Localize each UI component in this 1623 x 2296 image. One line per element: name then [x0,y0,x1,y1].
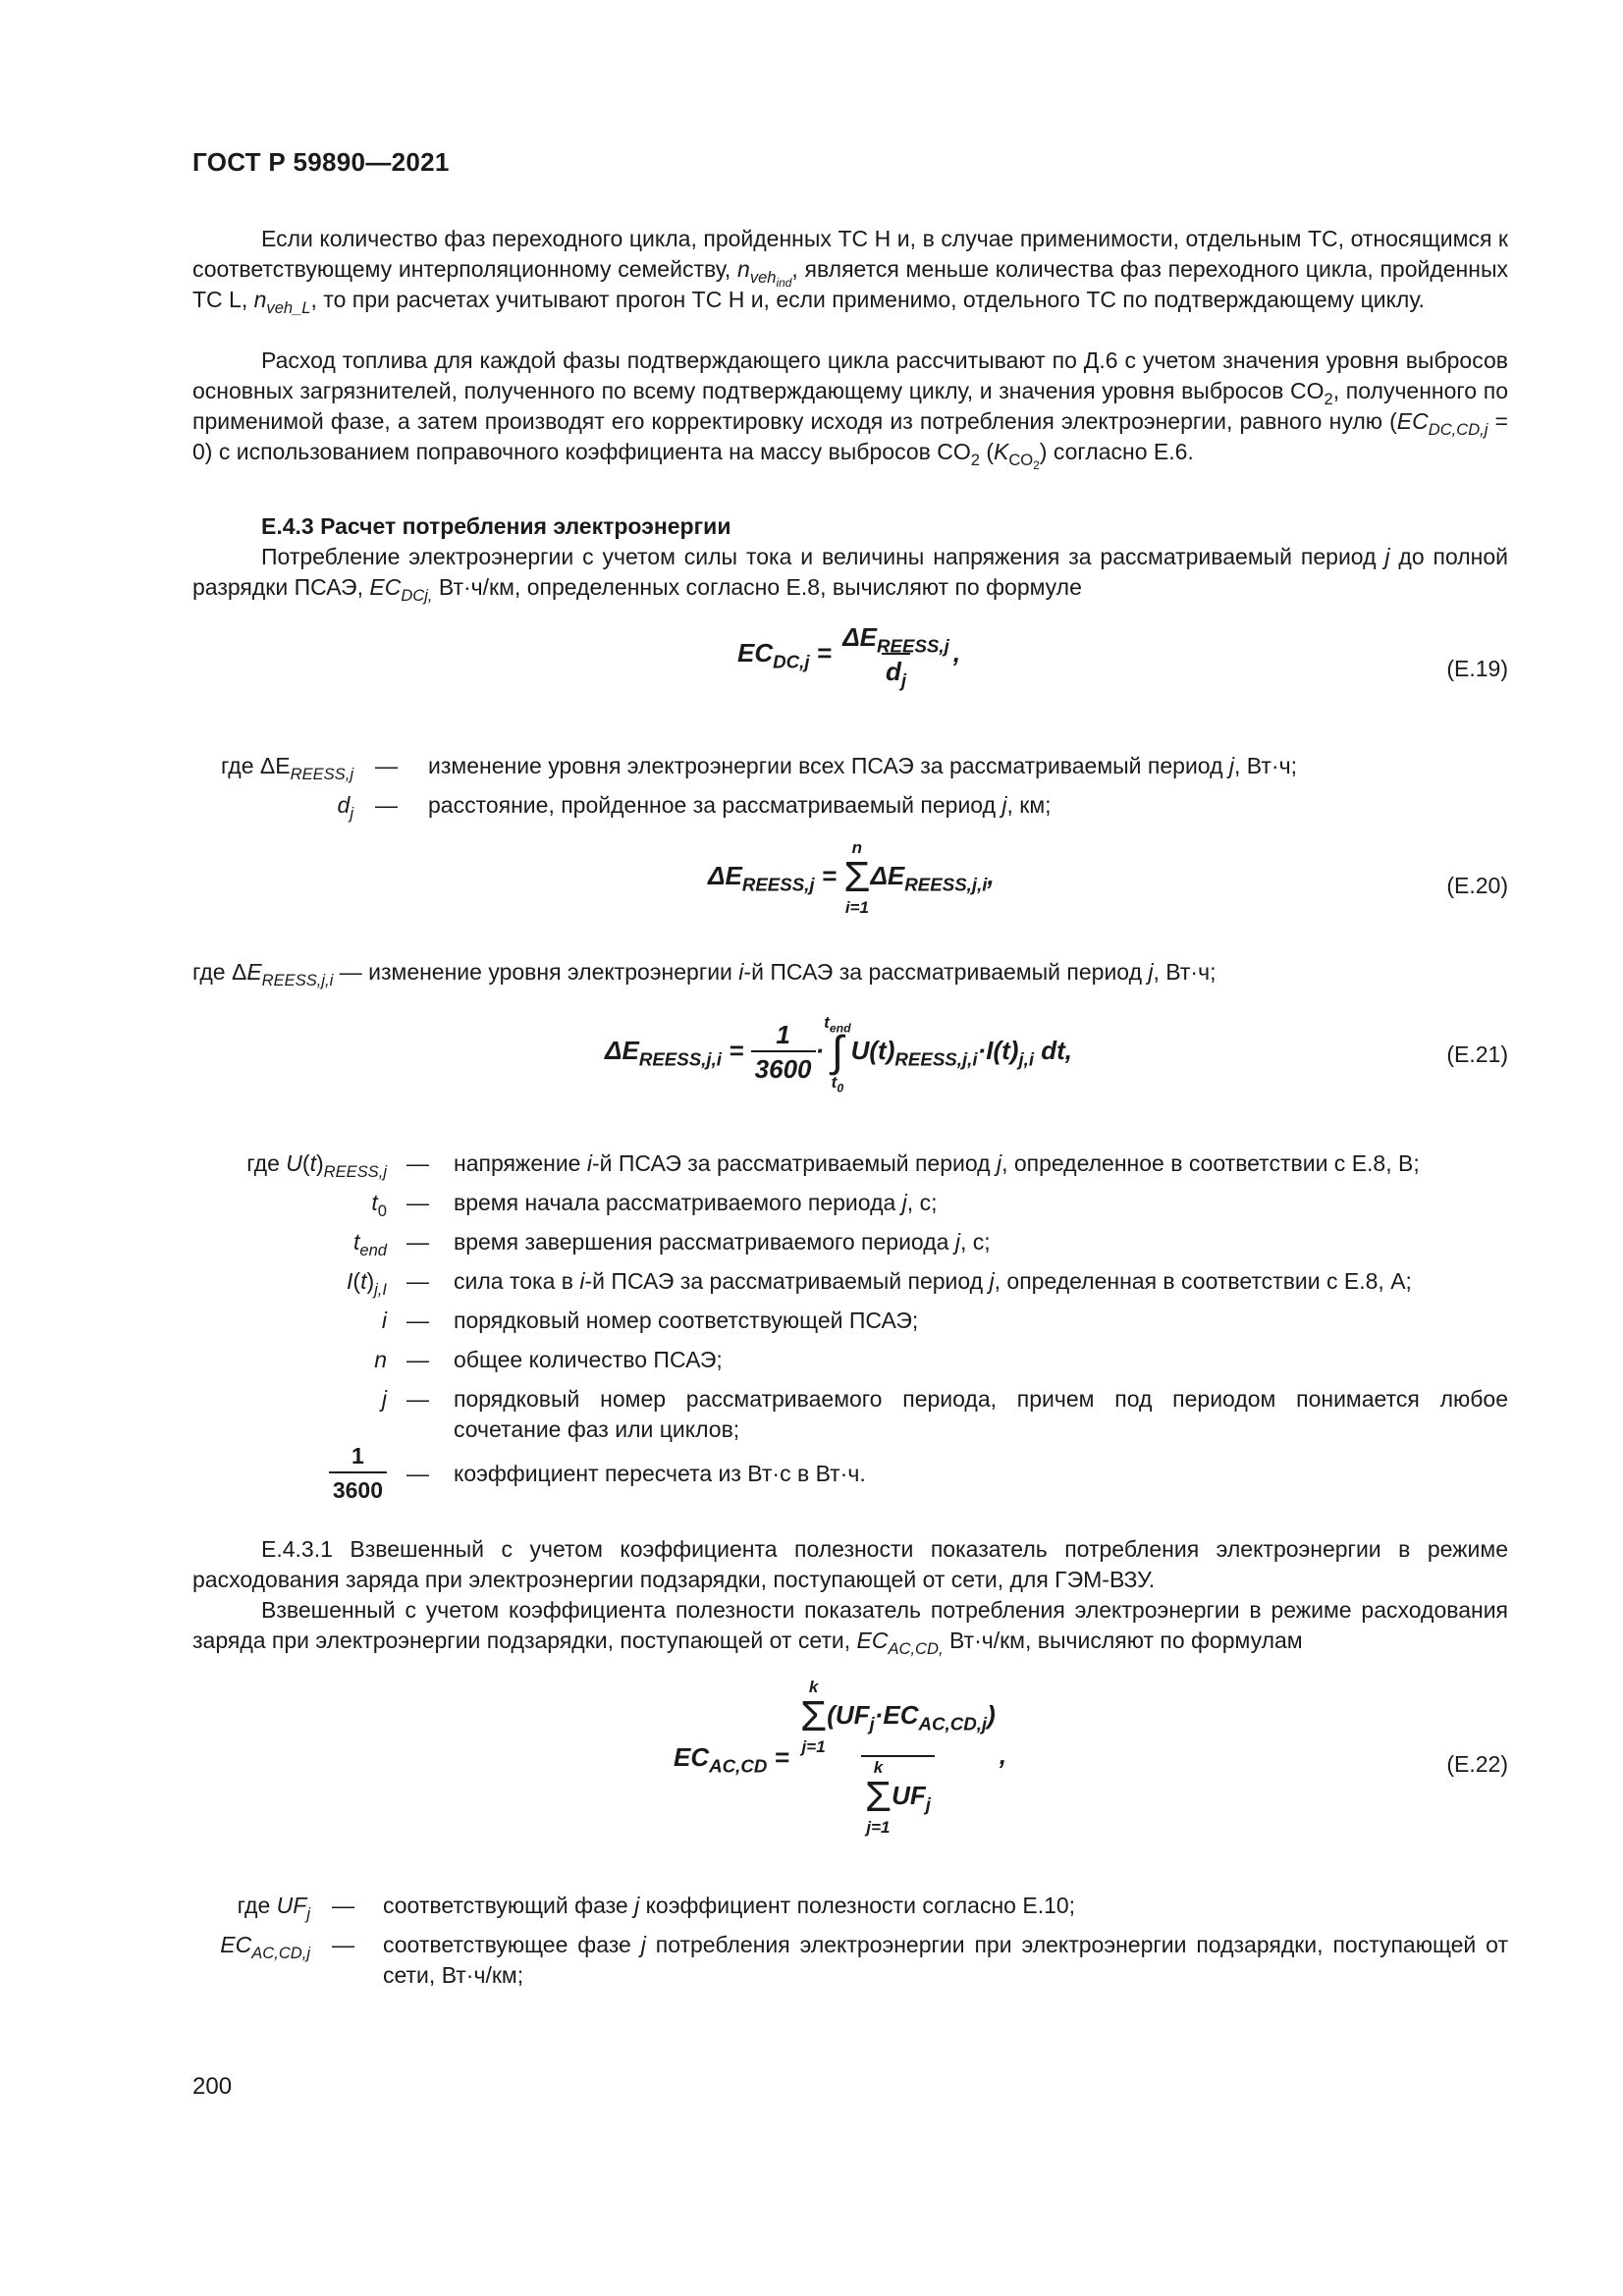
document-page: ГОСТ Р 59890—2021 Если количество фаз переходного цикла, пройденных ТС H и, в случае применимости, отдельным ТС, относящимся к соответствующему интерполяционному семейству, $n_{veh_{ind}}$, является меньше количества фаз переходного цикла, пройденных ТС L, $n_{veh\_L}$, то при расчетах учитывают прогон ТС H и, если применимо, отдельного ТС по подтверждающему циклу. Расход топлива для каждой фазы подтверждающего цикла рассчитывают по Д.6 с учетом значения уровня выбросов основных загрязнителей, полученного по всему подтверждающему циклу, и значения уровня выбросов $CO_2$, полученного по применимой фазе, а затем производят его корректировку исходя из потребления электроэнергии, равного нулю $(EC_{DC,CD,j} = 0)$ с использованием поправочного коэффициента на массу выбросов $CO_2$ $(K_{CO_2})$ согласно Е.6. Е.4.3 Расчет потребления электроэнергии Потребление электроэнергии с учетом силы тока и величины напряжения за рассматриваемый период j до полной разрядки ПСАЭ, $EC_{DCj,}$ Вт·ч/км, определенных согласно Е.8, вычисляют по формуле $EC_{DC,j}$ = $\frac{\Delta E_{REESS,j}}{d_j}$ , (Е.19) где $\Delta E_{REESS,j}$ — изменение уровня электроэнергии всех ПСАЭ за рассматриваемый период j, Вт·ч; $d_j$ — расстояние, пройденное за рассматриваемый период j, км; $\Delta E_{REESS,j}$ = n Σ i=1 $\Delta E_{REESS,j,i}$, (Е.20) где $\Delta E_{REESS,j,i}$ — изменение уровня электроэнергии i-й ПСАЭ за рассматриваемый период j, Вт·ч; $\Delta E_{REESS,j,i}$ = $\frac{1}{3600}$ · $t_{end}$ ∫ $t_0$ $U(t)_{REESS,j,i}\cdot I(t)_{j,i}$ dt, (Е.21) где $U(t)_{REESS,j}$ — напряжение i-й ПСАЭ за рассматриваемый период j, определенное в соответствии с Е.8, В; $t_0$ — время начала рассматриваемого периода j, с; $t_{end}$ — время завершения рассматриваемого периода j, с; $I(t)_{j,I}$ — сила тока в i-й ПСАЭ за рассматриваемый период j, определенная в соответствии с Е.8, А; i — порядковый номер соответствующей ПСАЭ; n — общее количество ПСАЭ; j — порядковый номер рассматриваемого периода, причем под периодом понимается любое сочетание фаз или циклов; $\frac{1}{3600}$ — коэффициент пересчета из Вт·с в Вт·ч. Е.4.3.1 Взвешенный с учетом коэффициента полезности показатель потребления электроэнергии в режиме расходования заряда при электроэнергии подзарядки, поступающей от сети, для ГЭМ-ВЗУ. Взвешенный с учетом коэффициента полезности показатель потребления электроэнергии в режиме расходования заряда при электроэнергии подзарядки, поступающей от сети, $EC_{AC,CD,}$ Вт·ч/км, вычисляют по формулам $EC_{AC,CD}$ = k Σ j=1 $(UF_j\cdot EC_{AC,CD,j})$ k Σ j=1 $UF_j$ , (Е.22) где $UF_j$ — соответствующий фазе j коэффициент полезности согласно Е.10; $EC_{AC,CD,j}$ — соответствующее фазе j потребления электроэнергии при электроэнергии подзарядки, поступающей от сети, Вт·ч/км; 200 [192,147,1508,2100]
formula-e19 [192,618,1508,726]
definition-text: соответствующее фазе j потребления электроэнергии при электроэнергии подзарядки, поступающей от сети, Вт·ч/км; [383,1932,1508,1988]
formula-e20-expression: $\Delta E_{REESS,j}$ = n Σ i=1 $\Delta E_{REESS,j,i}$, [708,838,995,917]
definition-symbol: $EC_{AC,CD,j}$ [220,1932,310,1962]
formula-number: (Е.20) [1446,873,1508,898]
definition-symbol: $t_{end}$ [353,1229,387,1259]
section-heading: Е.4.3 Расчет потребления электроэнергии [261,513,731,539]
definition-text: напряжение i-й ПСАЭ за рассматриваемый период j, определенное в соответствии с Е.8, В; [454,1150,1420,1176]
formula-e20 [192,839,1508,947]
definition-symbol: $\frac{1}{3600}$ [320,1441,387,1506]
definition-text: изменение уровня электроэнергии всех ПСАЭ за рассматриваемый период j, Вт·ч; [428,753,1297,778]
formula-e22 [192,1679,1508,1845]
definition-text: порядковый номер соответствующей ПСАЭ; [454,1308,919,1333]
definition-text: соответствующий фазе j коэффициент полезности согласно Е.10; [383,1893,1076,1918]
definition-symbol: $d_j$ [337,792,353,823]
definition-text: сила тока в i-й ПСАЭ за рассматриваемый период j, определенная в соответствии с Е.8, А; [454,1268,1412,1294]
definition-text: время начала рассматриваемого периода j, с; [454,1190,938,1215]
definition-symbol: где $\Delta E_{REESS,j}$ [220,753,353,783]
definition-text: время завершения рассматриваемого периода j, с; [454,1229,991,1255]
definition-symbol: j [381,1386,387,1412]
paragraph-3: Потребление электроэнергии с учетом силы тока и величины напряжения за рассматриваемый период j до полной разрядки ПСАЭ, $EC_{DCj,}$ Вт·ч/км, определенных согласно Е.8, вычисляют по формуле [192,544,1508,605]
paragraph-4: Е.4.3.1 Взвешенный с учетом коэффициента полезности показатель потребления электроэнергии в режиме расходования заряда при электроэнергии подзарядки, поступающей от сети, для ГЭМ-ВЗУ. [192,1536,1508,1592]
formula-e21-expression: $\Delta E_{REESS,j,i}$ = $\frac{1}{3600}$ · $t_{end}$ ∫ $t_0$ $U(t)_{REESS,j,i}\cdot I(t)_{j,i}$ dt, [605,1013,1073,1095]
formula-e21 [192,1006,1508,1114]
definition-text: расстояние, пройденное за рассматриваемый период j, км; [428,792,1052,818]
definition-symbol: $I(t)_{j,I}$ [347,1268,387,1299]
formula-number: (Е.19) [1446,656,1508,681]
paragraph-2: Расход топлива для каждой фазы подтверждающего цикла рассчитывают по Д.6 с учетом значения уровня выбросов основных загрязнителей, полученного по всему подтверждающему циклу, и значения уровня выбросов $CO_2$, полученного по применимой фазе, а затем производят его корректировку исходя из потребления электроэнергии, равного нулю $(EC_{DC,CD,j} = 0)$ с использованием поправочного коэффициента на массу выбросов $CO_2$ $(K_{CO_2})$ согласно Е.6. [192,347,1508,472]
formula-number: (Е.21) [1446,1041,1508,1067]
paragraph-5: Взвешенный с учетом коэффициента полезности показатель потребления электроэнергии в режиме расходования заряда при электроэнергии подзарядки, поступающей от сети, $EC_{AC,CD,}$ Вт·ч/км, вычисляют по формулам [192,1597,1508,1658]
page-number: 200 [192,2073,233,2100]
definition-row [192,957,1508,988]
definition-text: порядковый номер рассматриваемого периода, причем под периодом понимается любое сочетание фаз или циклов; [454,1386,1508,1442]
definition-text: общее количество ПСАЭ; [454,1347,723,1372]
paragraph-1: Если количество фаз переходного цикла, пройденных ТС H и, в случае применимости, отдельным ТС, относящимся к соответствующему интерполяционному семейству, $n_{veh_{ind}}$, является меньше количества фаз переходного цикла, пройденных ТС L, $n_{veh\_L}$, то при расчетах учитывают прогон ТС H и, если применимо, отдельного ТС по подтверждающему циклу. [192,226,1508,317]
definition-text: коэффициент пересчета из Вт·с в Вт·ч. [454,1461,866,1486]
definition-symbol: n [374,1347,387,1372]
definition-symbol: i [381,1308,387,1333]
formula-e19-expression: $EC_{DC,j}$ = $\frac{\Delta E_{REESS,j}}{d_j}$ , [737,622,961,691]
definition-symbol: $t_0$ [371,1190,387,1220]
definition-symbol: где $UF_j$ [237,1893,310,1923]
page-header: ГОСТ Р 59890—2021 [192,147,450,177]
definition-text: где $\Delta E_{REESS,j,i}$ — изменение уровня электроэнергии i-й ПСАЭ за рассматриваемый период j, Вт·ч; [192,959,1217,989]
definition-symbol: где $U(t)_{REESS,j}$ [246,1150,387,1181]
formula-e22-expression: $EC_{AC,CD}$ = k Σ j=1 $(UF_j\cdot EC_{AC,CD,j})$ k Σ j=1 $UF_j$ , [674,1678,1007,1837]
formula-number: (Е.22) [1446,1751,1508,1777]
